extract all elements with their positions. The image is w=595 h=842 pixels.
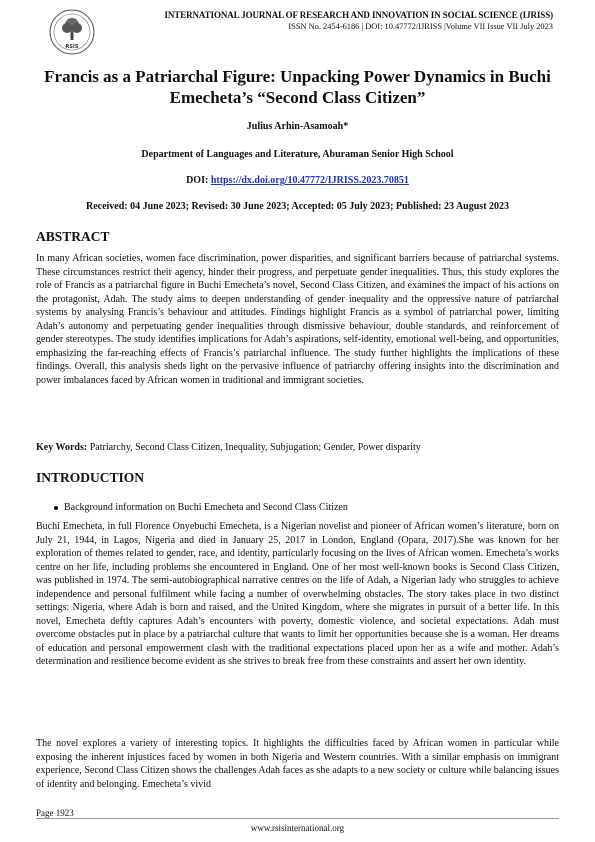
journal-header <box>104 10 553 31</box>
affiliation: Department of Languages and Literature, Aburaman Senior High School <box>141 149 454 160</box>
intro-paragraph-2: The novel explores a variety of interesting topics. It highlights the difficulties faced by African women in particular while exposing the inherent injustices faced by women in both Nigeria and Western countries. With a similar emphasis on immigrant experience, Second Class Citizen shows the challenges Adah faces as she adapts to a new society or culture while balancing issues of identity and belonging. Emecheta’s vivid <box>36 738 559 790</box>
page-number: Page 1923 <box>36 808 74 818</box>
bullet-icon <box>54 506 58 510</box>
abstract-text: In many African societies, women face discrimination, power disparities, and significant barriers because of patriarchal systems. These circumstances restrict their agency, hinder their progress, and perpetuate gender inequalities. Thus, this study explores the role of Francis as a patriarchal figure in Buchi Emecheta’s novel, Second Class Citizen, and examines the impact of his actions on the protagonist, Adah. The study aims to deepen understanding of gender inequality and the oppressive nature of patriarchal systems by analysing Francis’s behaviour and attitudes. Findings highlight Francis as a symbol of patriarchal power, limiting Adah’s autonomy and perpetuating gender inequalities through dismissive behaviour, double standards, and reinforcement of gender stereotypes. The study identifies implications for Adah’s aspirations, self-identity, emotional well-being, and opportunities, emphasizing the far-reaching effects of Francis’s patriarchal influence. The study further highlights the implications of these findings. Overall, this analysis sheds light on the pervasive influence of patriarchy offering insights into the discrimination and power imbalances faced by African women in traditional and immigrant societies. <box>36 253 559 386</box>
abstract-heading: ABSTRACT <box>36 229 110 244</box>
tree-seal-icon <box>48 8 96 56</box>
doi-link[interactable]: https://dx.doi.org/10.47772/IJRISS.2023.70851 <box>210 175 409 186</box>
footer-divider <box>36 818 559 819</box>
keywords <box>36 442 559 453</box>
bullet-text: Background information on Buchi Emecheta and Second Class Citizen <box>64 502 348 513</box>
introduction-heading: INTRODUCTION <box>36 470 145 485</box>
keywords-label: Key Words: <box>36 442 88 453</box>
doi-line <box>36 175 559 186</box>
list-item <box>54 502 348 513</box>
issn-line: ISSN No. 2454-6186 | DOI: 10.47772/IJRISS |Volume VII Issue VII July 2023 <box>288 22 553 31</box>
keywords-list: Patriarchy, Second Class Citizen, Inequality, Subjugation; Gender, Power disparity <box>87 442 421 453</box>
doi-label: DOI: <box>186 175 209 186</box>
journal-name: INTERNATIONAL JOURNAL OF RESEARCH AND INNOVATION IN SOCIAL SCIENCE (IJRISS) <box>164 10 553 20</box>
intro-paragraph-1: Buchi Emecheta, in full Florence Onyebuchi Emecheta, is a Nigerian novelist and pioneer of African women’s literature, born on July 21, 1944, in Lagos, Nigeria and died in January 25, 2017 in London, England (Opara, 2017).She was known for her exploration of themes related to gender, race, and identity, particularly focusing on the lives of African women. Emecheta’s works centre on her life, including problems she encountered in England. One of her most well-known books is Second Class Citizen, was published in 1974. The semi-autobiographical narrative centres on the life of Adah, a Nigerian lady who struggles to achieve independence and personal fulfilment while facing a number of overwhelming obstacles. The story takes place in two distinct settings: Nigeria, where Adah is born and raised, and the United Kingdom, where she migrates in pursuit of a better life. In this novel, Emecheta deftly captures Adah’s encounters with poverty, domestic violence, and societal expectations. Adah must overcome obstacles put in place by a patriarchal culture that wants to limit her opportunities because she is a woman. Her dreams of education and personal empowerment clash with the traditional expectations placed upon her as a wife and mother. Adah’s determination and resilience become evident as she strives to break free from these constraints and assert her own identity. <box>36 521 559 667</box>
publication-dates: Received: 04 June 2023; Revised: 30 June 2023; Accepted: 05 July 2023; Published: 23 August 2023 <box>85 201 510 212</box>
footer-website: www.rsisinternational.org <box>250 823 345 833</box>
journal-logo <box>48 8 96 56</box>
author-name: Julius Arhin-Asamoah* <box>246 121 349 132</box>
logo-text: RSIS <box>65 44 79 50</box>
paper-title: Francis as a Patriarchal Figure: Unpacking Power Dynamics in Buchi Emecheta’s “Second Class Citizen” <box>44 67 551 107</box>
